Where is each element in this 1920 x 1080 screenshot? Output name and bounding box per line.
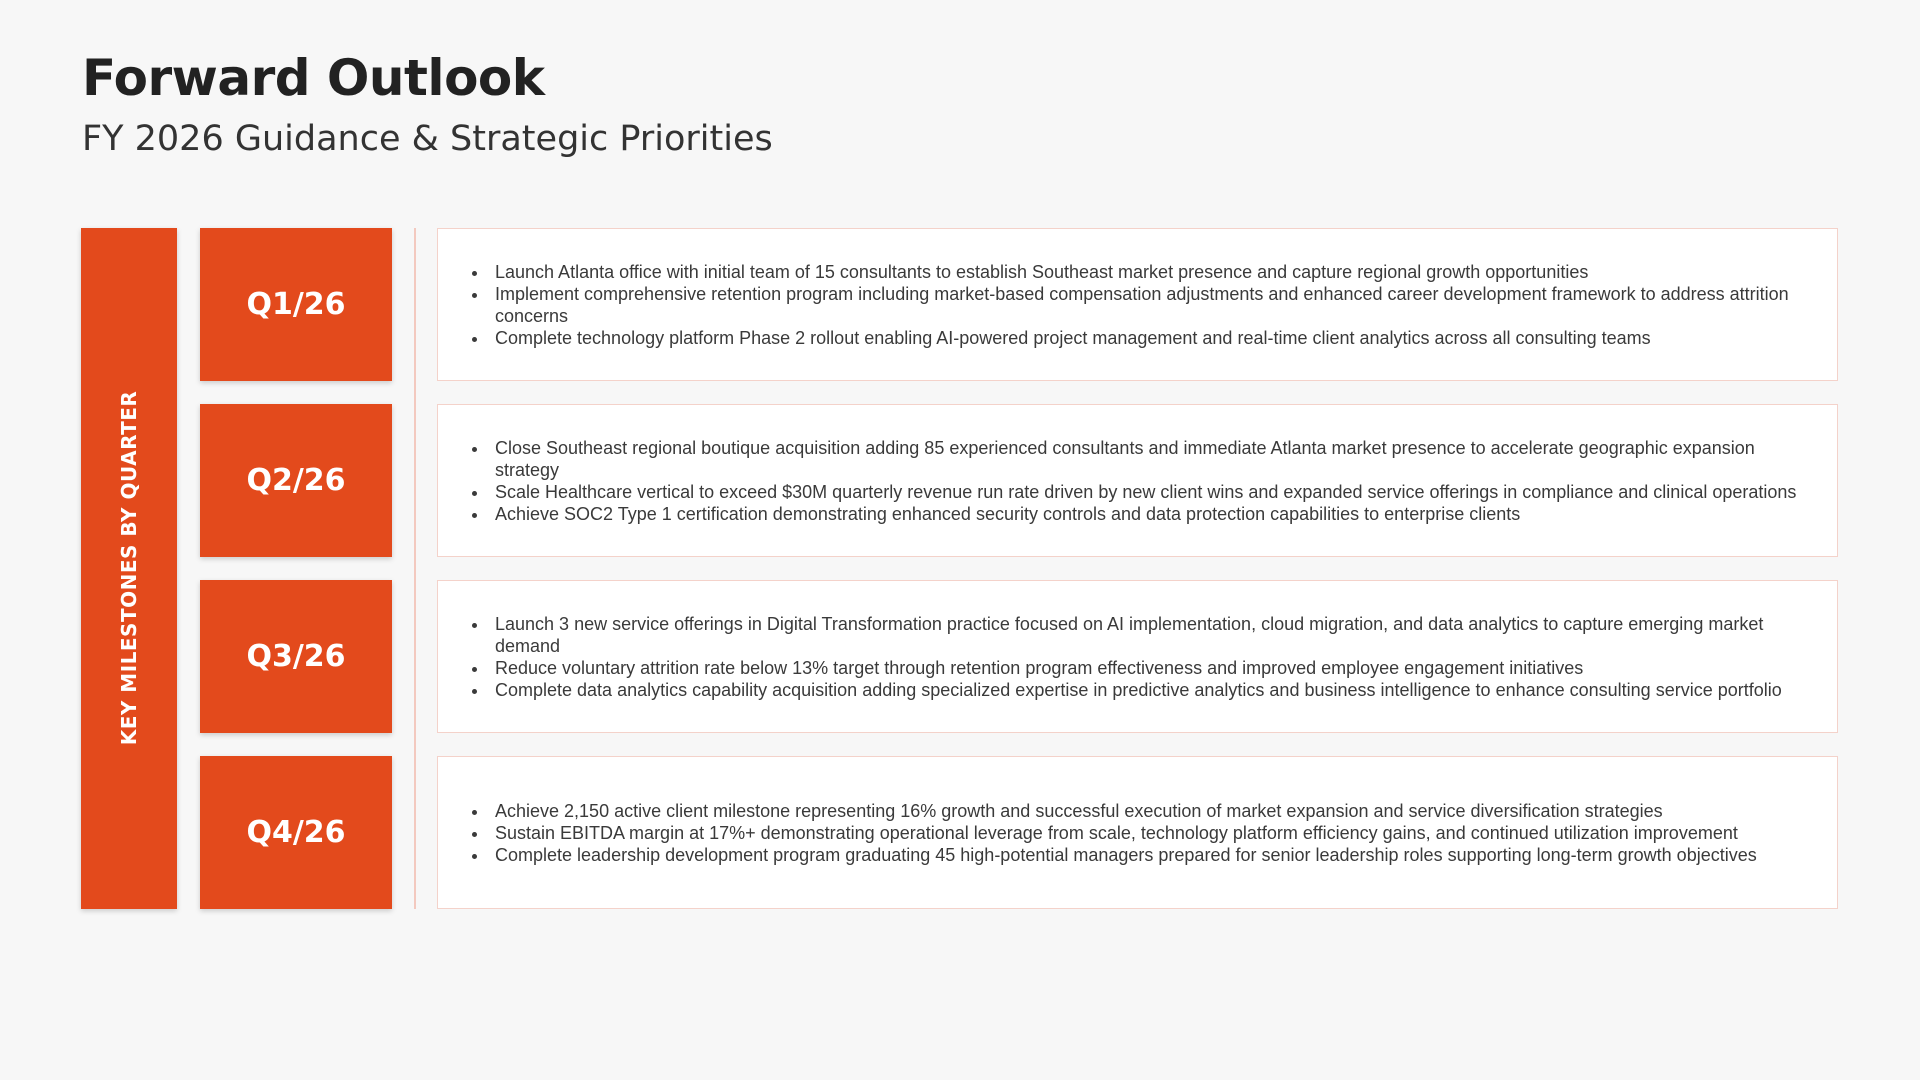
quarter-label: Q4/26 (246, 815, 346, 850)
milestone-item: • Launch 3 new service offerings in Digital Transformation practice focused on AI implementation, cloud migration, and data analytics to capture emerging market demand (489, 613, 1809, 657)
milestone-list (438, 437, 1837, 525)
quarter-details-q4 (437, 756, 1838, 909)
milestone-item: • Sustain EBITDA margin at 17%+ demonstrating operational leverage from scale, technology platform efficiency gains, and continued utilization improvement (489, 822, 1757, 844)
quarter-details-q2 (437, 404, 1838, 557)
milestone-item: • Complete leadership development program graduating 45 high-potential managers prepared for senior leadership roles supporting long-term growth objectives (489, 844, 1757, 866)
quarter-tile-q4 (200, 756, 392, 909)
quarter-tile-q3 (200, 580, 392, 733)
quarter-label: Q1/26 (246, 287, 346, 322)
page-title: Forward Outlook (82, 49, 545, 107)
milestone-item: • Implement comprehensive retention program including market-based compensation adjustments and enhanced career development framework to address attrition concerns (489, 283, 1809, 327)
quarter-details-q1 (437, 228, 1838, 381)
page-subtitle: FY 2026 Guidance & Strategic Priorities (82, 119, 773, 159)
quarter-tile-q2 (200, 404, 392, 557)
milestone-list (438, 613, 1837, 701)
side-band-label: KEY MILESTONES BY QUARTER (117, 390, 141, 746)
milestone-item: • Launch Atlanta office with initial team of 15 consultants to establish Southeast market presence and capture regional growth opportunities (489, 261, 1809, 283)
quarter-tile-q1 (200, 228, 392, 381)
quarter-label: Q3/26 (246, 639, 346, 674)
milestone-item: • Close Southeast regional boutique acquisition adding 85 experienced consultants and immediate Atlanta market presence to accelerate geographic expansion strategy (489, 437, 1809, 481)
quarter-label: Q2/26 (246, 463, 346, 498)
vertical-divider (414, 228, 416, 909)
milestone-list (438, 800, 1785, 866)
quarter-details-q3 (437, 580, 1838, 733)
milestone-item: • Scale Healthcare vertical to exceed $30M quarterly revenue run rate driven by new client wins and expanded service offerings in compliance and clinical operations (489, 481, 1809, 503)
milestone-item: • Complete data analytics capability acquisition adding specialized expertise in predictive analytics and business intelligence to enhance consulting service portfolio (489, 679, 1809, 701)
milestone-list (438, 261, 1837, 349)
milestone-item: • Reduce voluntary attrition rate below 13% target through retention program effectiveness and improved employee engagement initiatives (489, 657, 1809, 679)
milestone-item: • Complete technology platform Phase 2 rollout enabling AI-powered project management and real-time client analytics across all consulting teams (489, 327, 1809, 349)
milestone-item: • Achieve 2,150 active client milestone representing 16% growth and successful execution of market expansion and service diversification strategies (489, 800, 1757, 822)
milestones-side-band (81, 228, 177, 909)
milestone-item: • Achieve SOC2 Type 1 certification demonstrating enhanced security controls and data protection capabilities to enterprise clients (489, 503, 1809, 525)
